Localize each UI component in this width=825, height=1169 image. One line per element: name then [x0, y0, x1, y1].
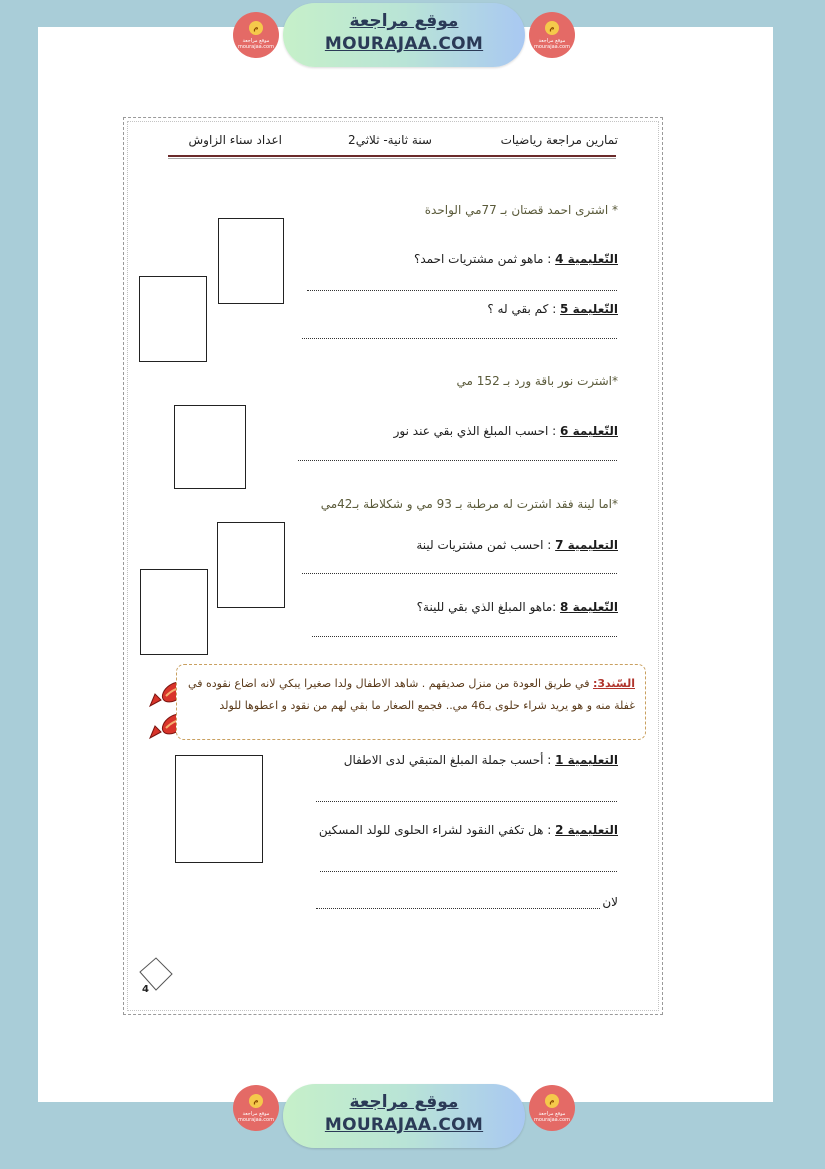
brand-logo-icon: م [249, 1094, 263, 1108]
brand-badge-left-top [233, 12, 279, 58]
situation-box [176, 664, 646, 740]
question-4-label: التّعليمية 4 [555, 252, 618, 266]
question-5-text: : كم بقي له ؟ [487, 302, 561, 316]
header-author: اعداد سناء الزاوش [188, 133, 282, 147]
brand-header[interactable] [283, 3, 525, 67]
answer-line[interactable] [320, 871, 617, 872]
brand-logo-icon: م [545, 1094, 559, 1108]
header-level: سنة ثانية- ثلاثي2 [348, 133, 432, 147]
header-title: تمارين مراجعة رياضيات [500, 133, 618, 147]
question-1-text: : أحسب جملة المبلغ المتبقي لدى الاطفال [343, 753, 556, 767]
situation-text-1 [188, 677, 635, 690]
brand-logo-icon: م [545, 21, 559, 35]
brand-badge-left-bottom [233, 1085, 279, 1131]
answer-box[interactable] [218, 218, 284, 304]
answer-line[interactable] [312, 636, 617, 637]
because-label: لان [602, 895, 618, 909]
answer-line[interactable] [307, 290, 617, 291]
situation-1: * اشترى احمد قصتان بـ 77مي الواحدة [424, 203, 618, 217]
brand-arabic: موقع مراجعة [349, 11, 459, 31]
answer-box[interactable] [217, 522, 285, 608]
answer-box[interactable] [139, 276, 207, 362]
answer-line[interactable] [298, 460, 617, 461]
question-1 [344, 753, 618, 767]
answer-line[interactable] [316, 801, 617, 802]
question-6-text: : احسب المبلغ الذي بقي عند نور [393, 424, 561, 438]
answer-box[interactable] [140, 569, 208, 655]
brand-badge-text: موقع مراجعة mourajaa.com [533, 38, 570, 50]
question-7 [416, 538, 618, 552]
situation-text-1-body: في طريق العودة من منزل صديقهم . شاهد الاطفال ولدا صغيرا يبكي لانه اضاع نقوده في [188, 677, 593, 690]
brand-logo-icon: م [249, 21, 263, 35]
brand-latin: MOURAJAA.COM [324, 1115, 484, 1135]
question-4-text: : ماهو ثمن مشتريات احمد؟ [413, 252, 556, 266]
question-6-label: التّعليمة 6 [560, 424, 618, 438]
question-5 [487, 302, 618, 316]
situation-label: السّند3: [592, 677, 635, 690]
question-8-text: :ماهو المبلغ الذي بقي للينة؟ [416, 600, 561, 614]
brand-badge-right-top [529, 12, 575, 58]
question-7-label: التعليمية 7 [555, 538, 618, 552]
brand-badge-text: موقع مراجعة mourajaa.com [533, 1111, 570, 1123]
question-2-label: التعليمية 2 [555, 823, 618, 837]
question-6 [394, 424, 618, 438]
situation-text-2: غفلة منه و هو يريد شراء حلوى بـ46 مي.. فجمع الصغار ما بقي لهم من نقود و اعطوها للولد [219, 699, 635, 712]
question-5-label: التّعليمة 5 [560, 302, 618, 316]
question-8 [417, 600, 618, 614]
question-2-text: : هل تكفي النقود لشراء الحلوى للولد المسكين [318, 823, 556, 837]
brand-badge-text: موقع مراجعة mourajaa.com [237, 1111, 274, 1123]
question-2 [319, 823, 618, 837]
question-8-label: التّعليمة 8 [560, 600, 618, 614]
header-rule [168, 155, 616, 157]
question-4 [414, 252, 618, 266]
situation-3: *اما لينة فقد اشترت له مرطبة بـ 93 مي و شكلاطة بـ42مي [320, 497, 618, 511]
answer-line[interactable] [302, 338, 617, 339]
page-corner-icon [136, 954, 176, 1004]
answer-box[interactable] [175, 755, 263, 863]
worksheet [123, 117, 663, 1015]
brand-badge-text: موقع مراجعة mourajaa.com [237, 38, 274, 50]
answer-box[interactable] [174, 405, 246, 489]
brand-latin: MOURAJAA.COM [324, 34, 484, 54]
brand-footer[interactable] [283, 1084, 525, 1148]
question-7-text: : احسب ثمن مشتريات لينة [416, 538, 556, 552]
brand-arabic: موقع مراجعة [349, 1092, 459, 1112]
answer-line[interactable] [302, 573, 617, 574]
answer-line[interactable] [316, 908, 600, 909]
brand-badge-right-bottom [529, 1085, 575, 1131]
page-number: 4 [142, 984, 149, 995]
header-rule-thin [168, 158, 616, 159]
situation-2: *اشترت نور باقة ورد بـ 152 مي [456, 374, 618, 388]
question-1-label: التعليمية 1 [555, 753, 618, 767]
